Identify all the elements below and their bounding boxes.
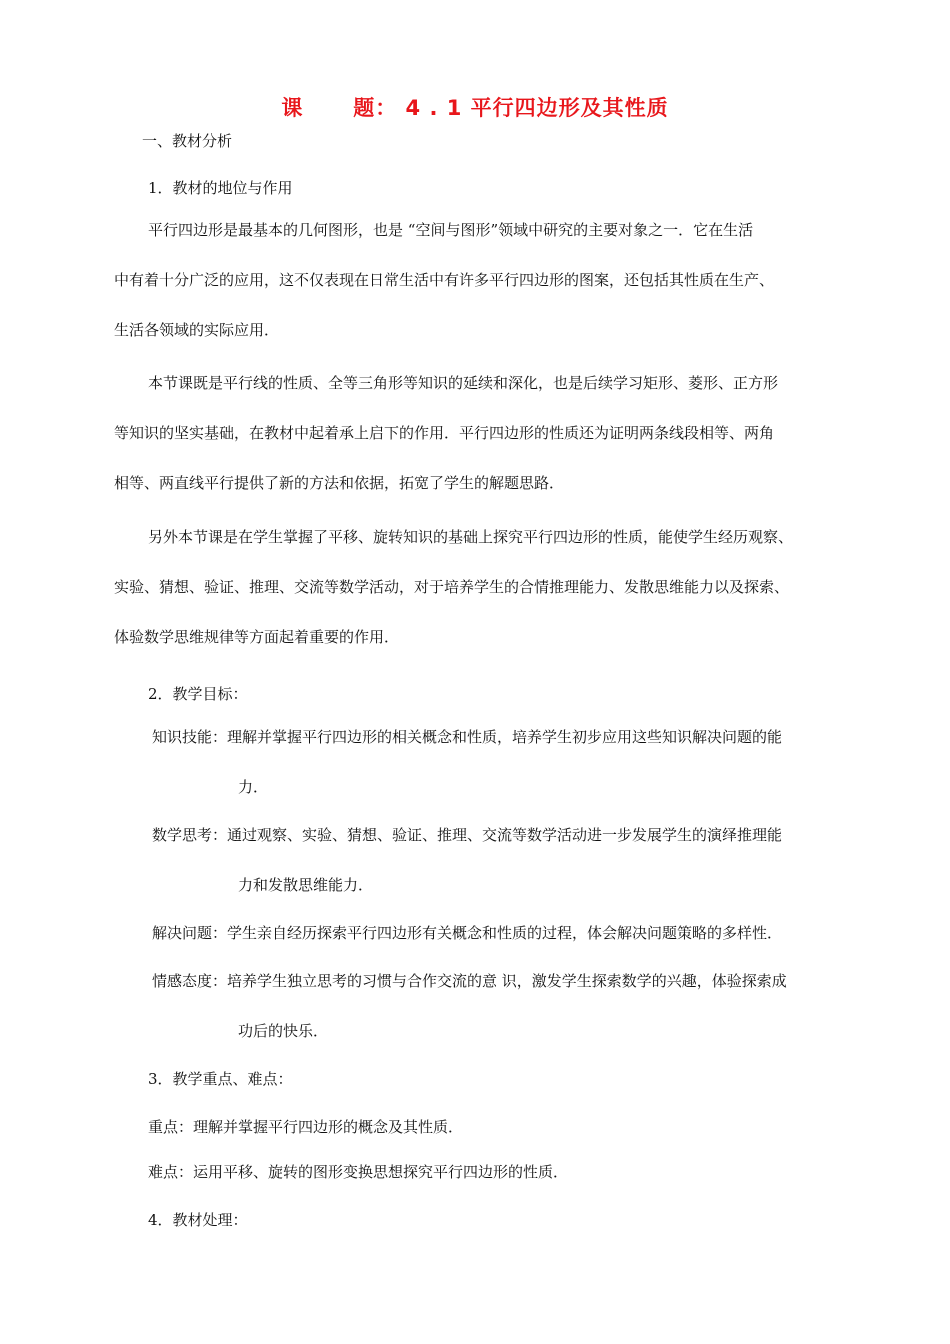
paragraph-line: 体验数学思维规律等方面起着重要的作用． (114, 628, 400, 646)
subheading-position-role: 1．教材的地位与作用 (148, 179, 293, 197)
goal-text-continued: 功后的快乐． (238, 1022, 329, 1040)
difficult-point: 难点：运用平移、旋转的图形变换思想探究平行四边形的性质． (148, 1163, 569, 1181)
goal-label: 数学思考： (152, 826, 228, 844)
subheading-key-points: 3．教学重点、难点： (148, 1070, 293, 1088)
key-point: 重点：理解并掌握平行四边形的概念及其性质． (148, 1118, 464, 1136)
goal-text-continued: 力和发散思维能力． (238, 876, 374, 894)
subheading-material-handling: 4．教材处理： (148, 1211, 248, 1229)
paragraph-line: 本节课既是平行线的性质、全等三角形等知识的延续和深化，也是后续学习矩形、菱形、正方形 (148, 374, 779, 392)
paragraph-1 (114, 205, 874, 355)
goal-text: 通过观察、实验、猜想、验证、推理、交流等数学活动进一步发展学生的演绎推理能 (227, 826, 783, 844)
paragraph-line: 相等、两直线平行提供了新的方法和依据，拓宽了学生的解题思路． (114, 474, 565, 492)
goal-knowledge (152, 712, 872, 812)
goal-label: 解决问题： (152, 924, 228, 942)
paragraph-line: 实验、猜想、验证、推理、交流等数学活动，对于培养学生的合情推理能力、发散思维能力以及探索、 (114, 578, 790, 596)
subheading-objectives: 2．教学目标： (148, 685, 248, 703)
section-heading-analysis: 一、教材分析 (142, 132, 233, 150)
paragraph-line: 等知识的坚实基础，在教材中起着承上启下的作用．平行四边形的性质还为证明两条线段相等、两角 (114, 424, 775, 442)
paragraph-3 (114, 512, 874, 662)
paragraph-line: 中有着十分广泛的应用，这不仅表现在日常生活中有许多平行四边形的图案，还包括其性质在生产、 (114, 271, 775, 289)
paragraph-line: 生活各领域的实际应用． (114, 321, 280, 339)
goal-attitude (152, 956, 872, 1056)
goal-label: 情感态度： (152, 972, 228, 990)
goal-problem-solving (152, 908, 872, 958)
paragraph-line: 平行四边形是最基本的几何图形，也是 “空间与图形”领域中研究的主要对象之一．它在生活 (148, 221, 754, 239)
paragraph-2 (114, 358, 874, 508)
document-title: 课 题： 4 . 1 平行四边形及其性质 (281, 96, 669, 120)
goal-text: 理解并掌握平行四边形的相关概念和性质，培养学生初步应用这些知识解决问题的能 (227, 728, 783, 746)
goal-text-continued: 力． (238, 778, 269, 796)
goal-text: 学生亲自经历探索平行四边形有关概念和性质的过程，体会解决问题策略的多样性． (227, 924, 783, 942)
goal-thinking (152, 810, 872, 910)
goal-text: 培养学生独立思考的习惯与合作交流的意 识，激发学生探索数学的兴趣，体验探索成 (227, 972, 787, 990)
paragraph-line: 另外本节课是在学生掌握了平移、旋转知识的基础上探究平行四边形的性质，能使学生经历观察、 (148, 528, 794, 546)
goal-label: 知识技能： (152, 728, 228, 746)
